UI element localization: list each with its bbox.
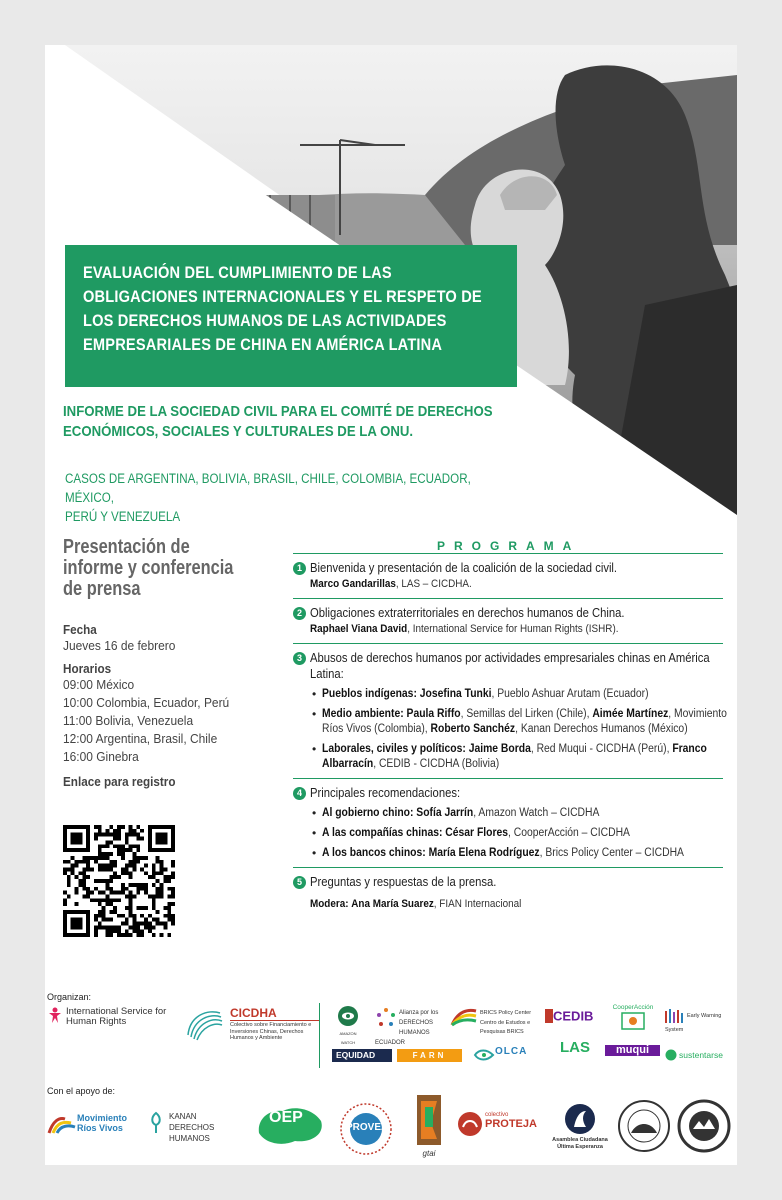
countries-text: CASOS DE ARGENTINA, BOLIVIA, BRASIL, CHILE, COLOMBIA, ECUADOR, MÉXICO, PERÚ Y VENEZUELA (65, 471, 471, 524)
registration-qr-code[interactable] (63, 825, 175, 937)
early-warning-logo: Early Warning System (665, 1009, 737, 1037)
bullet-item: • A las compañías chinas: César Flores, CooperAcción – CICDHA (312, 826, 630, 840)
title-line: EMPRESARIALES DE CHINA EN AMÉRICA LATINA (83, 335, 443, 354)
olca-logo: OLCA (473, 1047, 538, 1063)
provea-logo: PROVEA (340, 1103, 392, 1155)
flyer-page (45, 45, 737, 1165)
title-box (65, 245, 517, 387)
proteja-logo: colectivo PROTEJA (457, 1111, 537, 1137)
item-number: 1 (293, 562, 306, 575)
presentation-heading: Presentación de informe y conferencia de prensa (63, 536, 234, 600)
programa-title: PROGRAMA (437, 539, 581, 553)
kanan-logo: KANAN DERECHOS HUMANOS (145, 1111, 235, 1144)
fecha-label: Fecha (63, 622, 97, 637)
bullet-item: • Laborales, civiles y políticos: Jaime Borda, Red Muqui - CICDHA (Perú), Franco Albarracín, CEDIB - CICDHA (Bolivia) (312, 742, 707, 770)
bullet-item: • Al gobierno chino: Sofía Jarrín, Amazon Watch – CICDHA (312, 806, 600, 820)
rios-vivos-logo: Movimiento Ríos Vivos (47, 1113, 137, 1135)
cedib-logo: CEDIB (545, 1009, 600, 1023)
title-line: OBLIGACIONES INTERNACIONALES Y EL RESPETO DE (83, 287, 482, 306)
item-number: 4 (293, 787, 306, 800)
alianza-logo: Alianza por los DERECHOS HUMANOS ECUADOR (375, 1010, 439, 1046)
programa-item: 2 Obligaciones extraterritoriales en derechos humanos de China. Raphael Viana David, International Service for Human Rights (ISHR). (293, 598, 723, 643)
programa-item: 1 Bienvenida y presentación de la coalición de la sociedad civil. Marco Gandarillas, LAS – CICDHA. (293, 553, 723, 598)
subtitle: INFORME DE LA SOCIEDAD CIVIL PARA EL COMITÉ DE DERECHOS ECONÓMICOS, SOCIALES Y CULTURALES DE LA ONU. (63, 403, 493, 440)
enlace-label: Enlace para registro (63, 774, 176, 789)
oep-logo: OEP (255, 1103, 325, 1151)
bullet-item: • Pueblos indígenas: Josefina Tunki, Pueblo Ashuar Arutam (Ecuador) (312, 687, 649, 701)
las-logo: LAS (560, 1039, 590, 1056)
asamblea-logo: Asamblea Ciudadana Última Esperanza (550, 1103, 610, 1151)
programa-list (293, 553, 727, 918)
organizan-label: Organizan: (47, 992, 92, 1002)
title-line: EVALUACIÓN DEL CUMPLIMIENTO DE LAS (83, 263, 392, 282)
horario: 10:00 Colombia, Ecuador, Perú (63, 695, 230, 710)
ishr-logo: International Service for Human Rights (47, 1007, 167, 1027)
horarios-label: Horarios (63, 661, 112, 676)
horario: 12:00 Argentina, Brasil, Chile (63, 731, 218, 746)
programa-item: 3 Abusos de derechos humanos por actividades empresariales chinas en América Latina: • Pueblos indígenas: Josefina Tunki, Pueblo Ashuar Arutam (Ecuador) • Medio ambiente: Paula Riffo, Semillas del Lirken (Chile), Aimée Martínez, Movimiento Ríos Vivos (Colombia), Roberto Sanchéz, Kanan Derechos Humanos (México) • Laborales, civiles y políticos: Jaime Borda, Red Muqui - CICDHA (Perú), Franco Albarracín, CEDIB - CICDHA (Bolivia) (293, 643, 723, 778)
fecha-value: Jueves 16 de febrero (63, 638, 176, 653)
apoyo-label: Con el apoyo de: (47, 1086, 116, 1096)
event-info (63, 537, 293, 789)
programa-item: 5 Preguntas y respuestas de la prensa. Modera: Ana María Suarez, FIAN Internacional (293, 867, 723, 918)
brics-logo: BRICS Policy Center Centro de Estudos e Pesquisas BRICS (450, 1007, 535, 1036)
cooperaccion-logo: CooperAcción (608, 1003, 658, 1032)
cicdha-emblem (180, 1003, 225, 1043)
ishr-person-icon (47, 1007, 63, 1023)
programa-item: 4 Principales recomendaciones: • Al gobierno chino: Sofía Jarrín, Amazon Watch – CICDHA • A las compañías chinas: César Flores, CooperAcción – CICDHA • A los bancos chinos: María Elena Rodríguez, Brics Policy Center – CICDHA (293, 778, 723, 867)
horario: 11:00 Bolivia, Venezuela (63, 713, 194, 728)
semillas-lirken-logo (617, 1099, 671, 1153)
gtai-logo: gtai (413, 1093, 445, 1157)
horario: 09:00 México (63, 677, 135, 692)
bullet-item: • Medio ambiente: Paula Riffo, Semillas del Lirken (Chile), Aimée Martínez, Movimiento Ríos Vivos (Colombia), Roberto Sanchéz, Kanan Derechos Humanos (México) (312, 707, 727, 735)
equidad-logo: EQUIDAD (332, 1049, 392, 1062)
item-number: 5 (293, 876, 306, 889)
third-circle-logo (677, 1099, 731, 1153)
title-line: LOS DERECHOS HUMANOS DE LAS ACTIVIDADES (83, 311, 447, 330)
amazon-watch-logo: AMAZON WATCH (333, 1005, 363, 1047)
bullet-item: • A los bancos chinos: María Elena Rodríguez, Brics Policy Center – CICDHA (312, 846, 684, 860)
sustentarse-logo: sustentarse (665, 1049, 735, 1061)
cicdha-logo: CICDHA Colectivo sobre Financiamiento e Inversiones Chinas, Derechos Humanos y Ambiente (230, 1007, 320, 1042)
logo-divider (319, 1003, 320, 1068)
farn-logo: FARN (397, 1049, 462, 1062)
item-number: 2 (293, 607, 306, 620)
item-number: 3 (293, 652, 306, 665)
horario: 16:00 Ginebra (63, 749, 139, 764)
muqui-logo: muqui (605, 1045, 660, 1056)
